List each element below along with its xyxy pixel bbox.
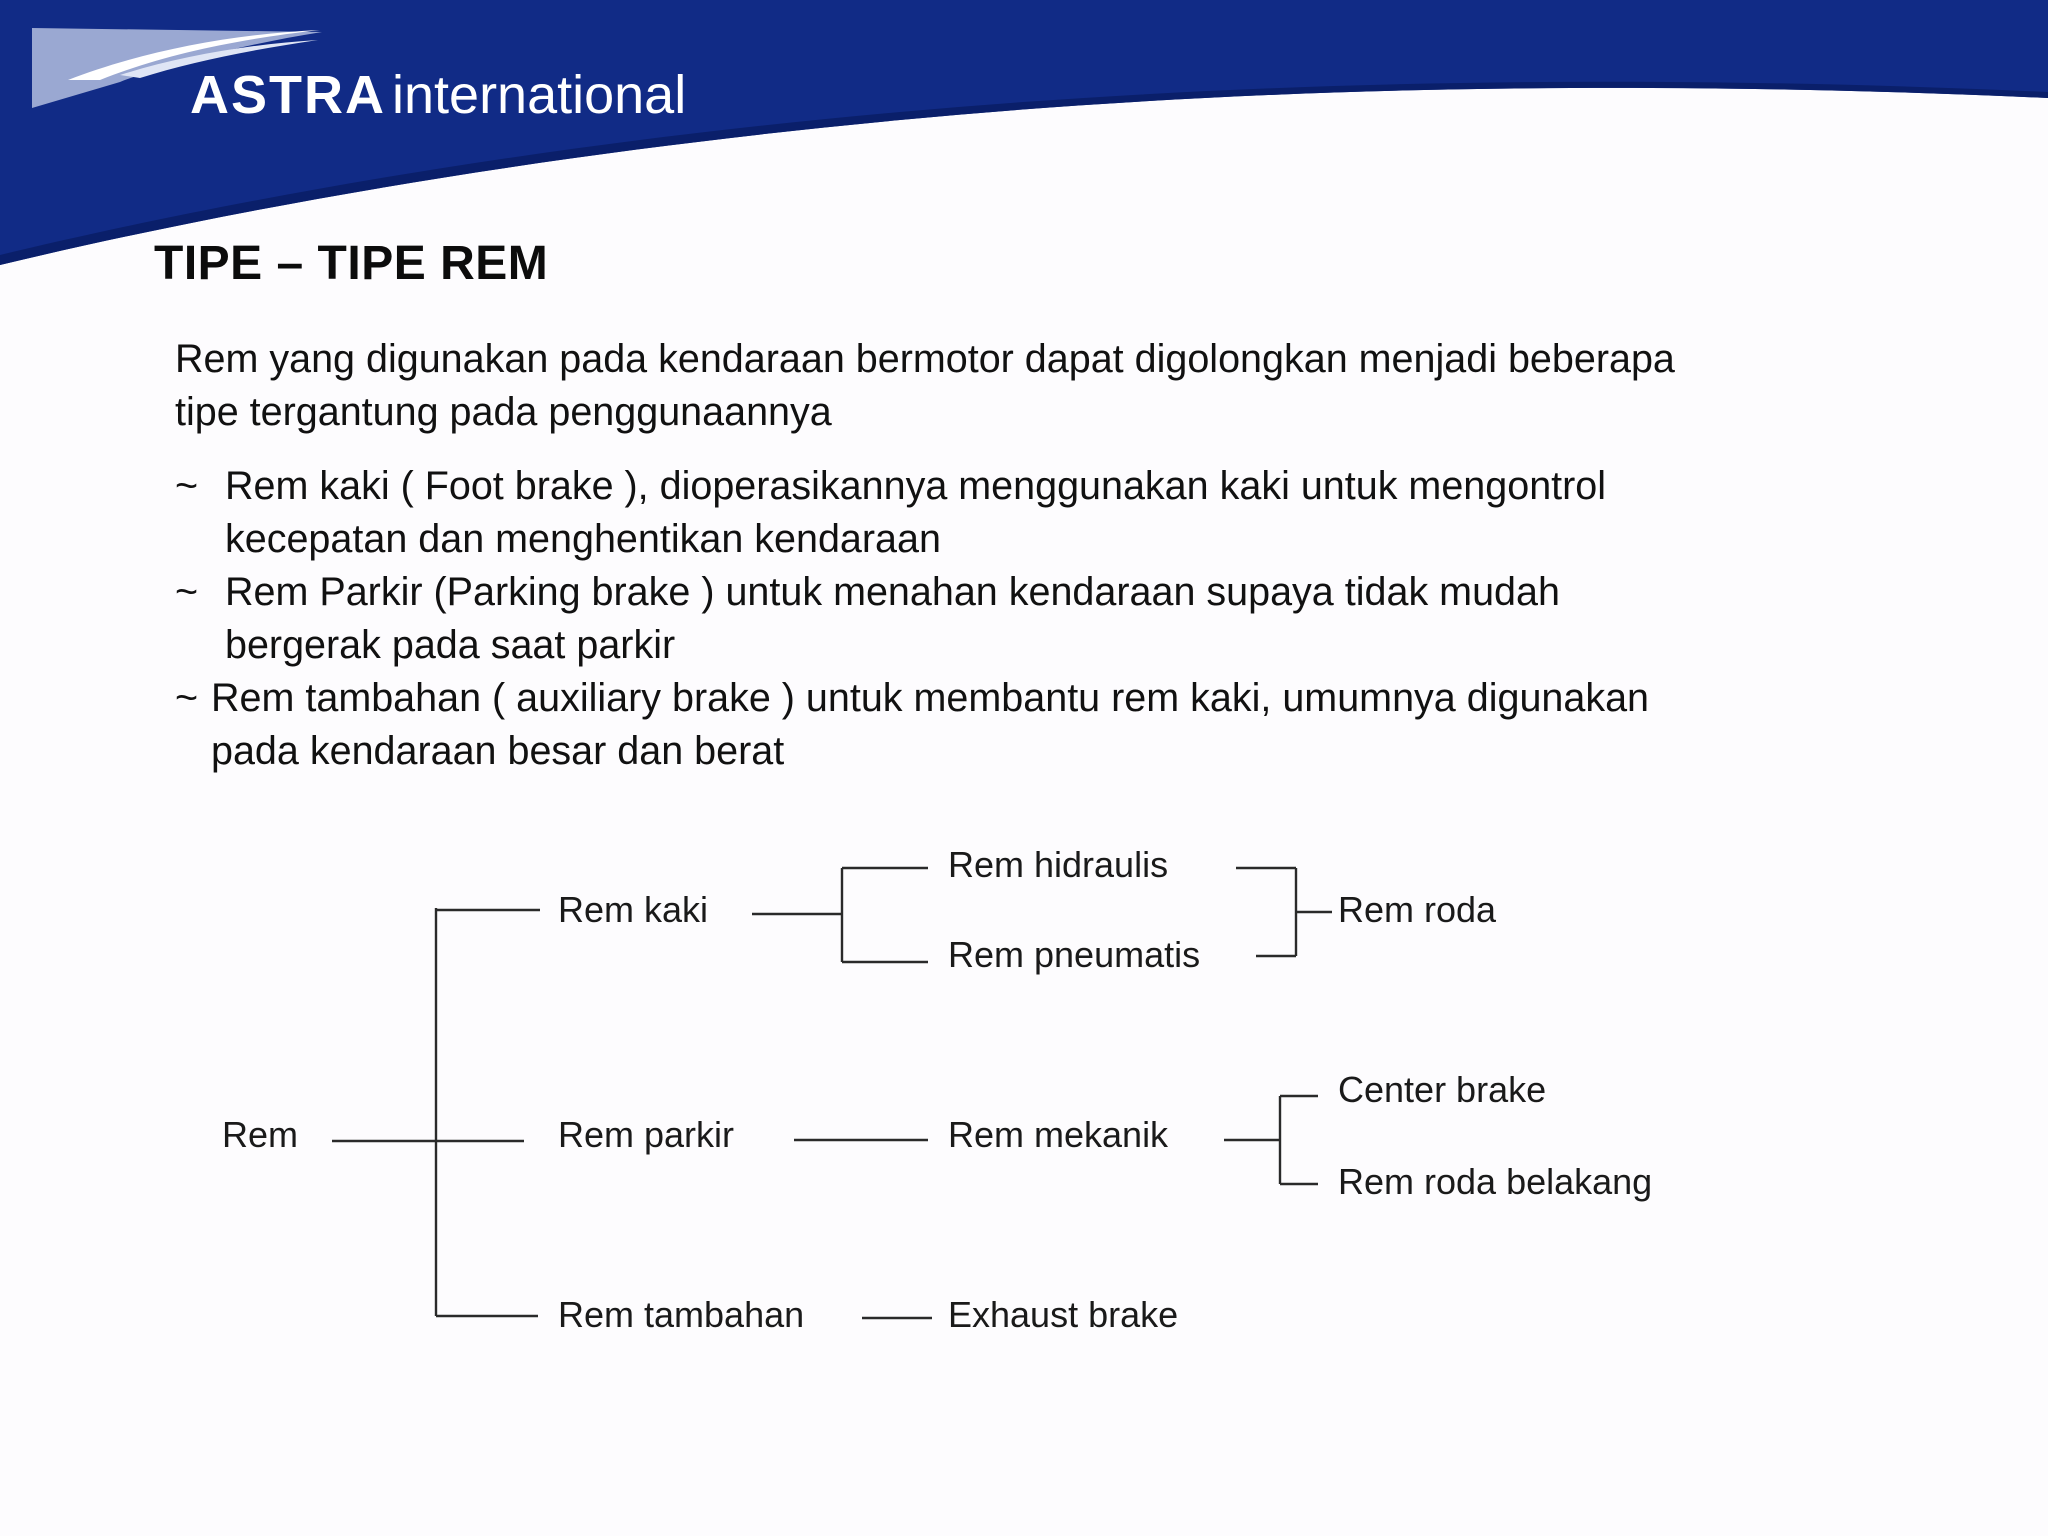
node-rem-pneumatis: Rem pneumatis (948, 934, 1201, 975)
intro-line: tipe tergantung pada penggunaannya (175, 390, 832, 434)
bullet-text: Rem tambahan ( auxiliary brake ) untuk membantu rem kaki, umumnya digunakan (211, 676, 1650, 720)
node-rem: Rem (222, 1114, 299, 1155)
node-rem-tambahan: Rem tambahan (558, 1294, 805, 1335)
node-rem-roda: Rem roda (1338, 889, 1497, 930)
bullet-text: bergerak pada saat parkir (225, 623, 676, 667)
node-rem-mekanik: Rem mekanik (948, 1114, 1169, 1155)
node-rem-parkir: Rem parkir (558, 1114, 735, 1155)
bullet-tilde: ~ (175, 570, 199, 614)
node-exhaust-brake: Exhaust brake (948, 1294, 1179, 1335)
brand-name-light: international (392, 65, 687, 125)
intro-line: Rem yang digunakan pada kendaraan bermotor dapat digolongkan menjadi beberapa (175, 337, 1675, 381)
node-rem-hidraulis: Rem hidraulis (948, 844, 1169, 885)
slide-title: TIPE – TIPE REM (154, 237, 549, 290)
node-rem-kaki: Rem kaki (558, 889, 709, 930)
brand-name-strong: ASTRA (190, 65, 386, 125)
bullet-text: pada kendaraan besar dan berat (211, 729, 785, 773)
bullet-text: Rem kaki ( Foot brake ), dioperasikannya menggunakan kaki untuk mengontrol (225, 464, 1607, 508)
bullet-tilde: ~ (175, 676, 199, 720)
node-rem-roda-belakang: Rem roda belakang (1338, 1161, 1653, 1202)
bullet-text: kecepatan dan menghentikan kendaraan (225, 517, 941, 561)
bullet-text: Rem Parkir (Parking brake ) untuk menahan kendaraan supaya tidak mudah (225, 570, 1560, 614)
bullet-tilde: ~ (175, 464, 199, 508)
node-center-brake: Center brake (1338, 1069, 1547, 1110)
